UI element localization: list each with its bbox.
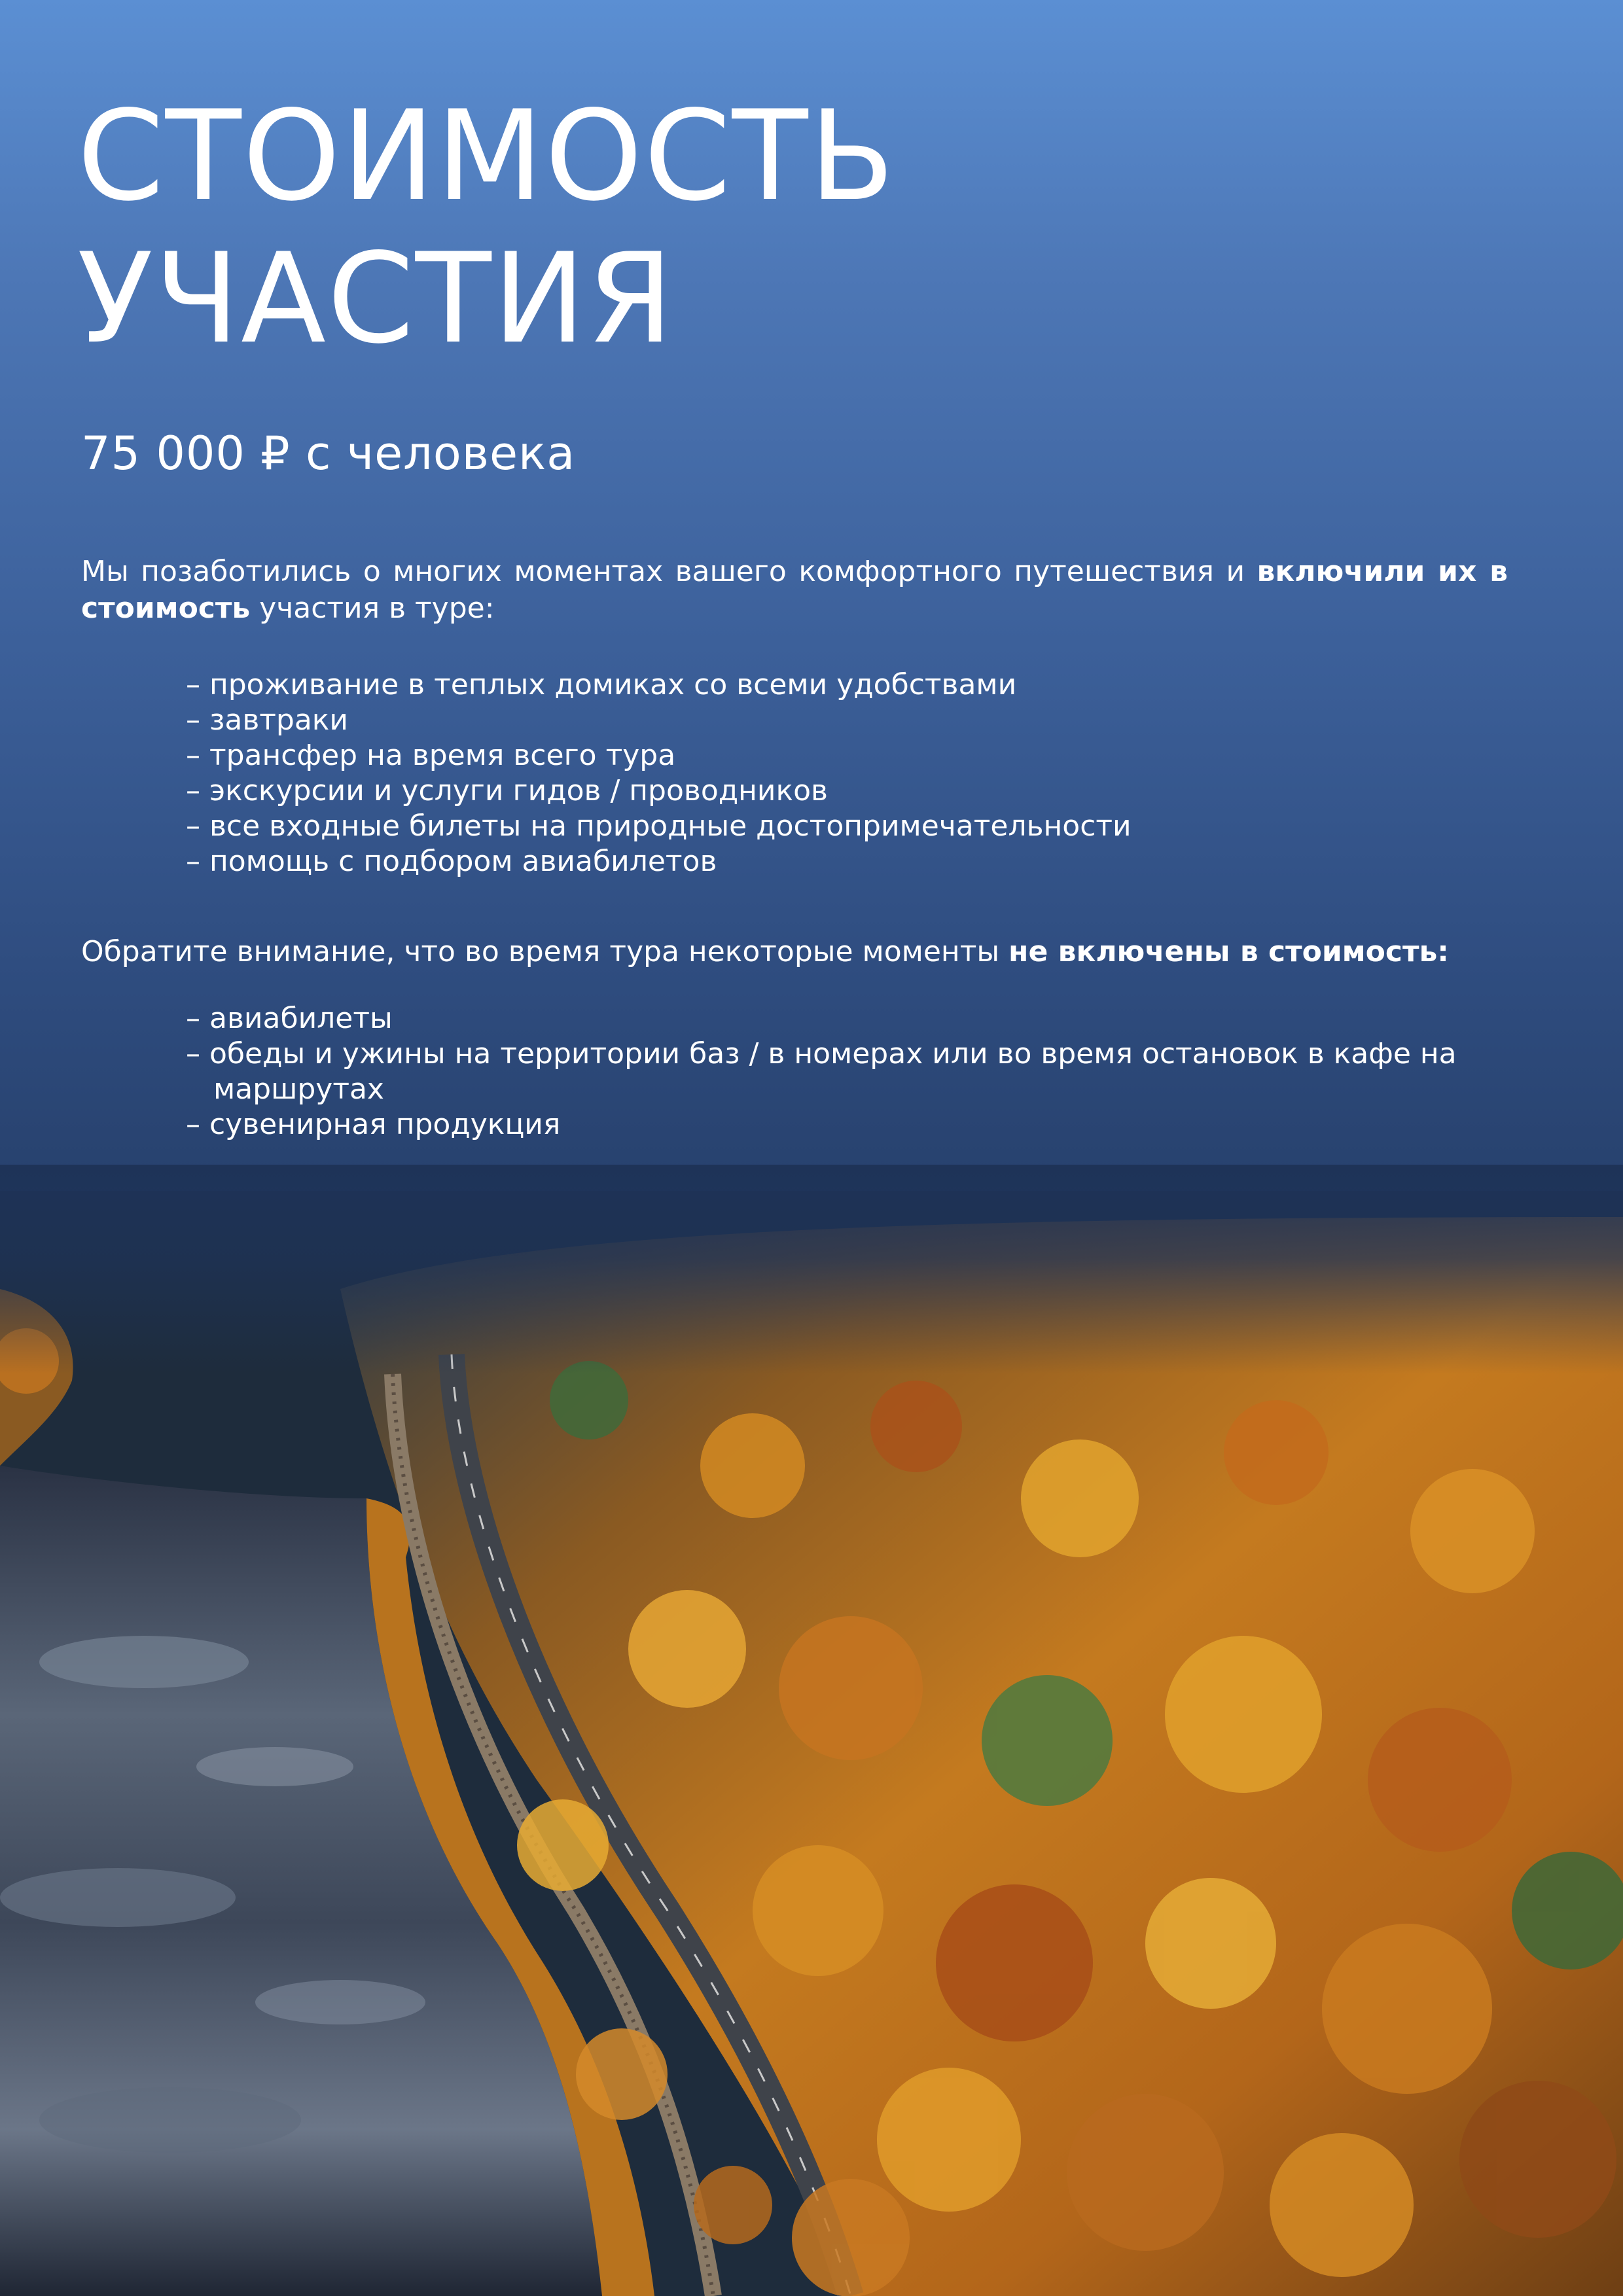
list-item: – экскурсии и услуги гидов / проводников	[186, 774, 828, 807]
excluded-intro-bold: не включены в стоимость:	[1008, 935, 1449, 968]
list-item: – авиабилеты	[186, 1002, 393, 1035]
title-line-2: УЧАСТИЯ	[77, 226, 675, 371]
excluded-intro	[81, 934, 1508, 970]
included-intro	[81, 554, 1508, 627]
title-line-1: СТОИМОСТЬ	[77, 84, 896, 228]
excluded-intro-prefix: Обратите внимание, что во время тура некоторые моменты	[81, 935, 1009, 968]
included-list	[186, 667, 1508, 879]
list-item: – завтраки	[186, 703, 348, 737]
included-intro-bold: включили их в стоимость	[81, 555, 1508, 625]
list-item: – трансфер на время всего тура	[186, 739, 676, 772]
list-item: – сувенирная продукция	[186, 1108, 561, 1141]
price: 75 000 ₽ с человека	[81, 427, 576, 480]
list-item: – проживание в теплых домиках со всеми удобствами	[186, 668, 1017, 701]
included-intro-prefix: Мы позаботились о многих моментах вашего комфортного путешествия и	[81, 555, 1257, 588]
list-item: – все входные билеты на природные достопримечательности	[186, 809, 1132, 843]
photo-fade	[0, 1165, 1623, 1374]
included-intro-suffix: участия в туре:	[250, 592, 495, 625]
list-item: – обеды и ужины на территории баз / в номерах или во время остановок в кафе на маршрутах	[186, 1037, 1457, 1106]
excluded-list	[186, 1001, 1508, 1142]
page-title	[77, 85, 896, 370]
list-item: – помощь с подбором авиабилетов	[186, 845, 717, 878]
